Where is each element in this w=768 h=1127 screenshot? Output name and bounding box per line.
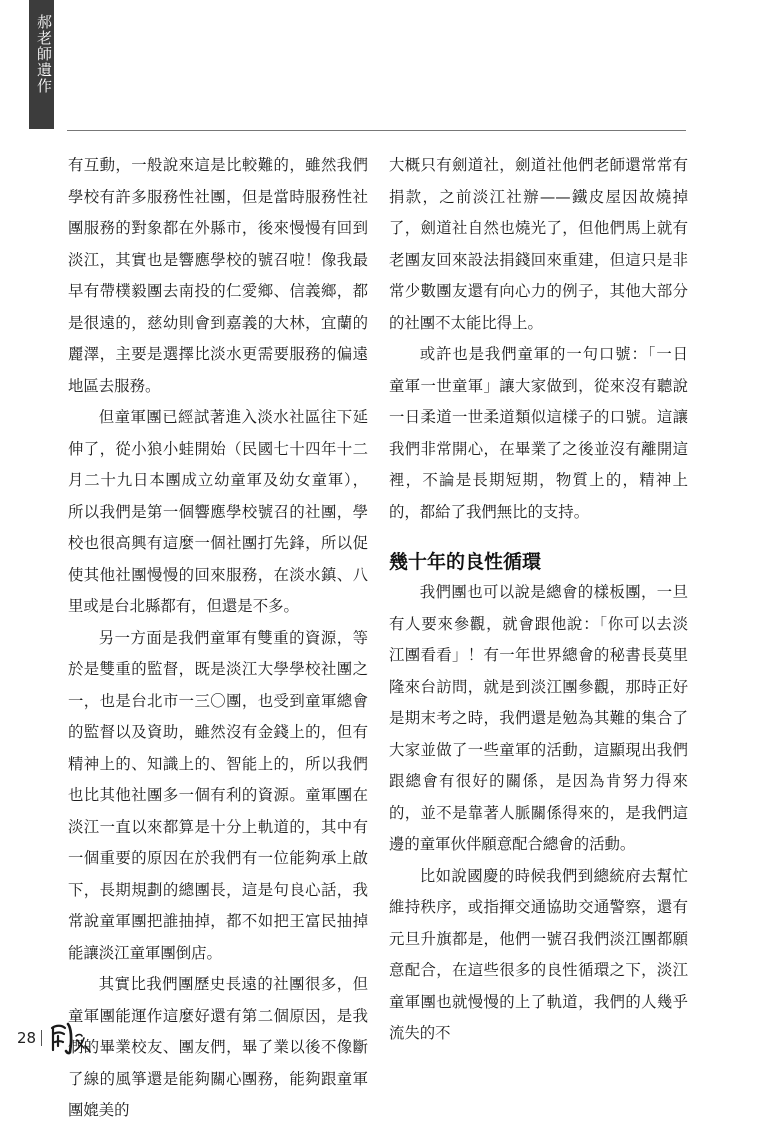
left-column [68,150,368,1127]
header-divider [67,130,686,131]
calligraphy-logo-icon [48,1020,92,1056]
paragraph: 比如說國慶的時候我們到總統府去幫忙維持秩序，或指揮交通協助交通警察，還有元旦升旗都是，他們一號召我們淡江團都願意配合，在這些很多的良性循環之下，淡江童軍團也就慢慢的上了軌道，我們的人幾乎流失的不 [389,866,688,1042]
section-heading: 幾十年的良性循環 [389,551,542,573]
paragraph: 另一方面是我們童軍有雙重的資源，等於是雙重的監督，既是淡江大學學校社團之一，也是台北市一三〇團，也受到童軍總會的監督以及資助，雖然沒有金錢上的，但有精神上的、知識上的、智能上的，所以我們也比其他社團多一個有利的資源。童軍團在淡江一直以來都算是十分上軌道的，其中有一個重要的原因在於我們有一位能夠承上啟下，長期規劃的總團長，這是句良心話，我常說童軍團把誰抽掉，都不如把王富民抽掉能讓淡江童軍團倒店。 [68,628,368,962]
paragraph: 大概只有劍道社，劍道社他們老師還常常有捐款，之前淡江社辦——鐵皮屋因故燒掉了，劍道社自然也燒光了，但他們馬上就有老團友回來設法捐錢回來重建，但這只是非常少數團友還有向心力的例子，其他大部分的社團不太能比得上。 [389,156,688,332]
paragraph: 或許也是我們童軍的一句口號：「一日童軍一世童軍」讓大家做到，從來沒有聽說一日柔道一世柔道類似這樣子的口號。這讓我們非常開心，在畢業了之後並沒有離開這裡，不論是長期短期，物質上的，精神上的，都給了我們無比的支持。 [389,345,688,521]
page-number: 28 [17,1029,37,1047]
section-side-tab [29,0,54,129]
right-column [389,150,688,1050]
paragraph: 我們團也可以說是總會的樣板團，一旦有人要來參觀，就會跟他說：「你可以去淡江團看看」！有一年世界總會的秘書長莫里隆來台訪問，就是到淡江團參觀，那時正好是期末考之時，我們還是勉為其難的集合了大家並做了一些童軍的活動，這顯現出我們跟總會有很好的關係，是因為肯努力得來的，並不是靠著人脈關係得來的，是我們這邊的童軍伙伴願意配合總會的活動。 [389,583,688,853]
page-footer [17,1018,92,1058]
paragraph: 有互動，一般說來這是比較難的，雖然我們學校有許多服務性社團，但是當時服務性社團服務的對象都在外縣市，後來慢慢有回到淡江，其實也是響應學校的號召啦！像我最早有帶樸毅團去南投的仁愛鄉、信義鄉，都是很遠的，慈幼則會到嘉義的大林，宜蘭的麗澤，主要是選擇比淡水更需要服務的偏遠地區去服務。 [68,156,368,395]
footer-separator [41,1030,42,1046]
paragraph: 其實比我們團歷史長遠的社團很多，但童軍團能運作這麼好還有第二個原因，是我們的畢業校友、團友們，畢了業以後不像斷了線的風箏還是能夠關心團務，能夠跟童軍團媲美的 [68,975,368,1119]
section-side-tab-label: 郝老師遺作 [35,14,53,94]
paragraph: 但童軍團已經試著進入淡水社區往下延伸了，從小狼小蛙開始（民國七十四年十二月二十九日本團成立幼童軍及幼女童軍），所以我們是第一個響應學校號召的社團，學校也很高興有這麼一個社團打先鋒，所以促使其他社團慢慢的回來服務，在淡水鎮、八里或是台北縣都有，但還是不多。 [68,408,368,615]
